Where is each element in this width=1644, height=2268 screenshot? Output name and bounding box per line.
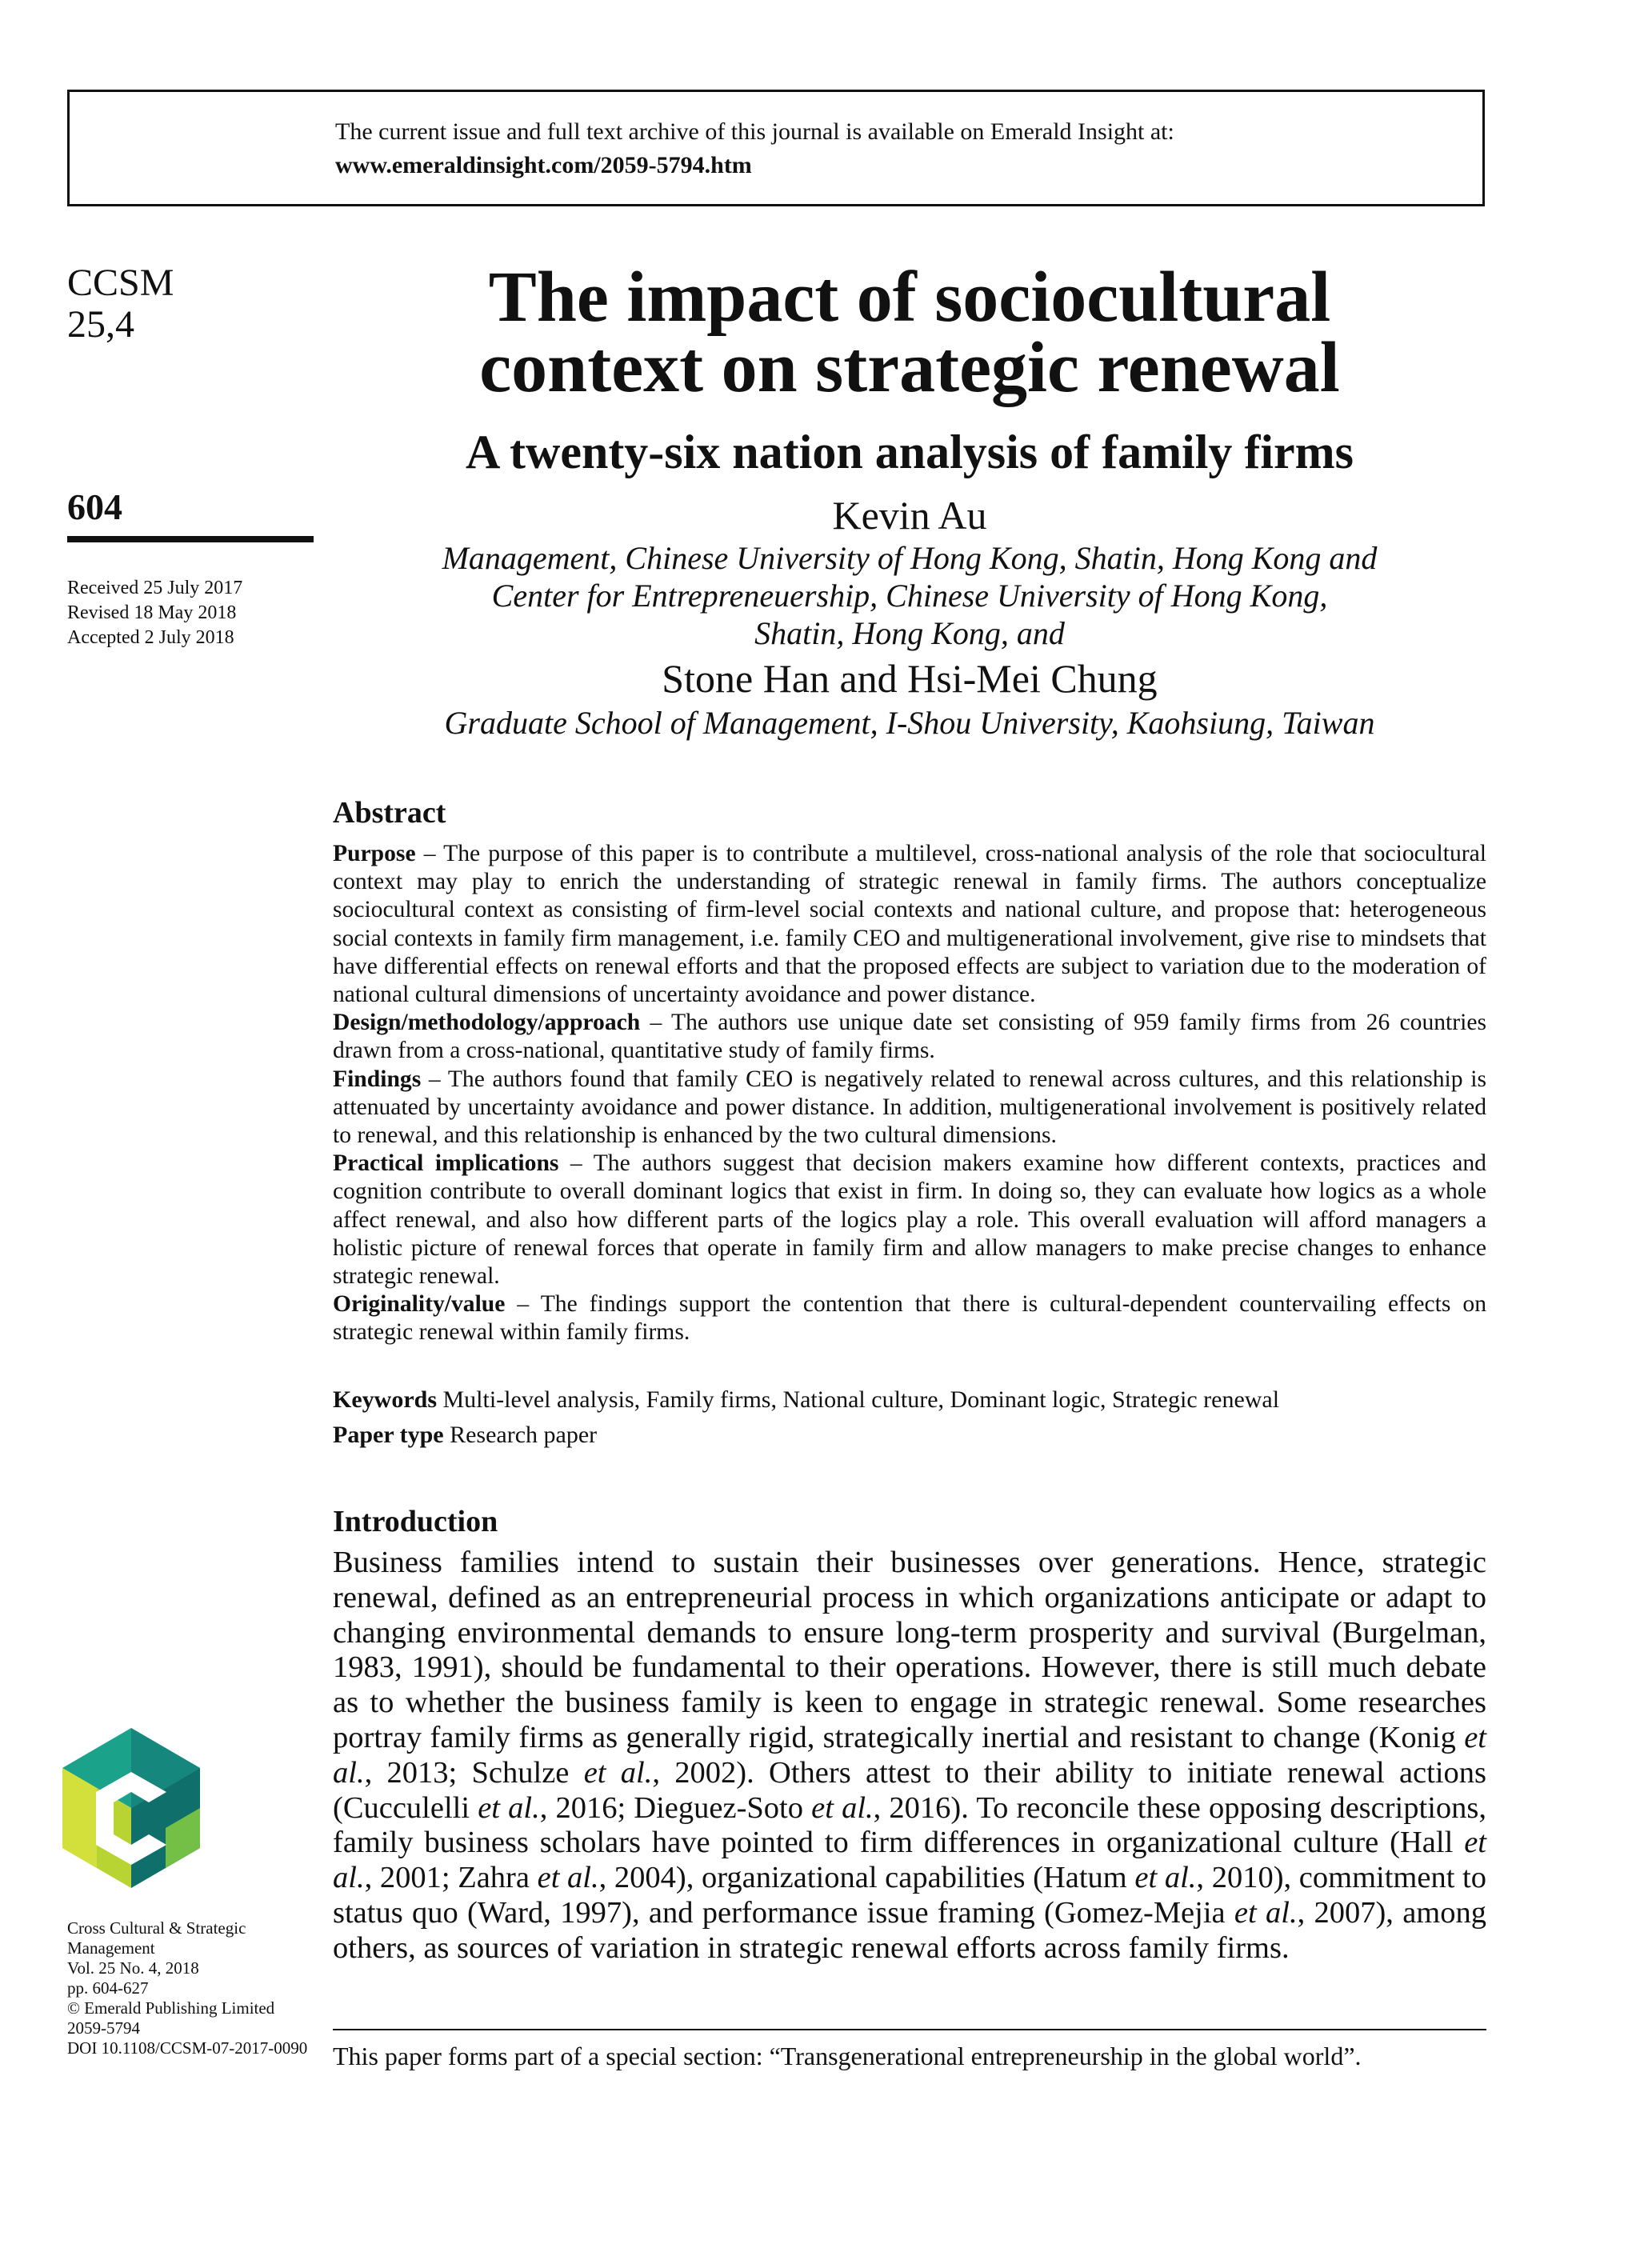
- received-date: Received 25 July 2017: [67, 578, 243, 598]
- abstract-findings: Findings – The authors found that family CEO is negatively related to renewal across cultures, and this relationship is attenuated by uncertainty avoidance and power distance. In addition, multigenerational involvement is positively related to renewal, and this relationship is enhanced by the two cultural dimensions.: [333, 1066, 1486, 1149]
- imprint-line: © Emerald Publishing Limited: [67, 1998, 275, 2018]
- article-subtitle: A twenty-six nation analysis of family firms: [466, 426, 1354, 478]
- imprint-line: 2059-5794: [67, 2018, 140, 2038]
- abstract-body: [333, 840, 1486, 1347]
- introduction-heading: Introduction: [333, 1505, 498, 1538]
- author-name: Kevin Au: [832, 493, 987, 538]
- page-number-rule: [67, 536, 314, 542]
- author-names: Stone Han and Hsi-Mei Chung: [662, 656, 1158, 701]
- accepted-date: Accepted 2 July 2018: [67, 627, 234, 648]
- abstract-purpose: Purpose – The purpose of this paper is to contribute a multilevel, cross-national analysis of the role that sociocultural context may play to enrich the understanding of strategic renewal in family firms. The authors conceptualize sociocultural context as consisting of firm-level social contexts and national culture, and propose that: heterogeneous social contexts in family firm management, i.e. family CEO and multigenerational involvement, give rise to mindsets that have differential effects on renewal efforts and that the proposed effects are subject to variation due to the moderation of national cultural dimensions of uncertainty avoidance and power distance.: [333, 841, 1486, 1008]
- imprint-line: pp. 604-627: [67, 1978, 149, 1998]
- abstract-originality: Originality/value – The findings support the contention that there is cultural-dependent countervailing effects on strategic renewal within family firms.: [333, 1291, 1486, 1346]
- author-affiliation: Graduate School of Management, I-Shou University, Kaohsiung, Taiwan: [444, 705, 1375, 741]
- abstract-heading: Abstract: [333, 796, 446, 830]
- journal-abbreviation: CCSM: [67, 262, 174, 304]
- imprint-line: Vol. 25 No. 4, 2018: [67, 1958, 199, 1978]
- journal-volume: 25,4: [67, 303, 134, 346]
- abstract-practical: Practical implications – The authors suggest that decision makers examine how different contexts, practices and cognition contribute to overall dominant logics that exist in firm. In doing so, they can evaluate how logics as a whole affect renewal, and also how different parts of the logics play a role. This overall evaluation will afford managers a holistic picture of renewal forces that operate in family firm and allow managers to make precise changes to enhance strategic renewal.: [333, 1150, 1486, 1290]
- revised-date: Revised 18 May 2018: [67, 602, 237, 623]
- abstract-design: Design/methodology/approach – The authors use unique date set consisting of 959 family firms from 26 countries drawn from a cross-national, quantitative study of family firms.: [333, 1010, 1486, 1064]
- notice-text: The current issue and full text archive of this journal is available on Emerald Insight at:: [335, 118, 1174, 145]
- introduction-body: Business families intend to sustain their businesses over generations. Hence, strategic renewal, defined as an entrepreneurial process in which organizations anticipate or adapt to changing environmental demands to ensure long-term prosperity and survival (Burgelman, 1983, 1991), should be fundamental to their operations. However, there is still much debate as to whether the business family is keen to engage in strategic renewal. Some researches portray family firms as generally rigid, strategically inertial and resistant to change (Konig et al., 2013; Schulze et al., 2002). Others attest to their ability to initiate renewal actions (Cucculelli et al., 2016; Dieguez-Soto et al., 2016). To reconcile these opposing descriptions, family business scholars have pointed to firm differences in organizational culture (Hall et al., 2001; Zahra et al., 2004), organizational capabilities (Hatum et al., 2010), commitment to status quo (Ward, 1997), and performance issue framing (Gomez-Mejia et al., 2007), among others, as sources of variation in strategic renewal efforts across family firms.: [333, 1546, 1487, 1965]
- page-number: 604: [67, 486, 122, 527]
- keywords: Keywords Multi-level analysis, Family firms, National culture, Dominant logic, Strategic renewal: [333, 1386, 1280, 1413]
- imprint-line: Management: [67, 1938, 155, 1958]
- paper-type: Paper type Research paper: [333, 1422, 598, 1448]
- emerald-hexagon-logo-icon: [62, 1728, 200, 1888]
- journal-notice-box: [67, 90, 1485, 206]
- doi: DOI 10.1108/CCSM-07-2017-0090: [67, 2038, 308, 2058]
- journal-url-link[interactable]: www.emeraldinsight.com/2059-5794.htm: [335, 152, 752, 178]
- article-dates: [67, 576, 242, 650]
- article-title: The impact of sociocultural context on strategic renewal: [479, 258, 1340, 407]
- author-affiliation: Management, Chinese University of Hong Kong, Shatin, Hong Kong and Center for Entrepreneuership, Chinese University of Hong Kong, Shatin, Hong Kong, and: [442, 540, 1378, 651]
- imprint-line: Cross Cultural & Strategic: [67, 1918, 246, 1938]
- journal-imprint: [67, 1918, 331, 2058]
- footnote: This paper forms part of a special section: “Transgenerational entrepreneurship in the global world”.: [333, 2042, 1362, 2070]
- footnote-rule: [333, 2029, 1486, 2030]
